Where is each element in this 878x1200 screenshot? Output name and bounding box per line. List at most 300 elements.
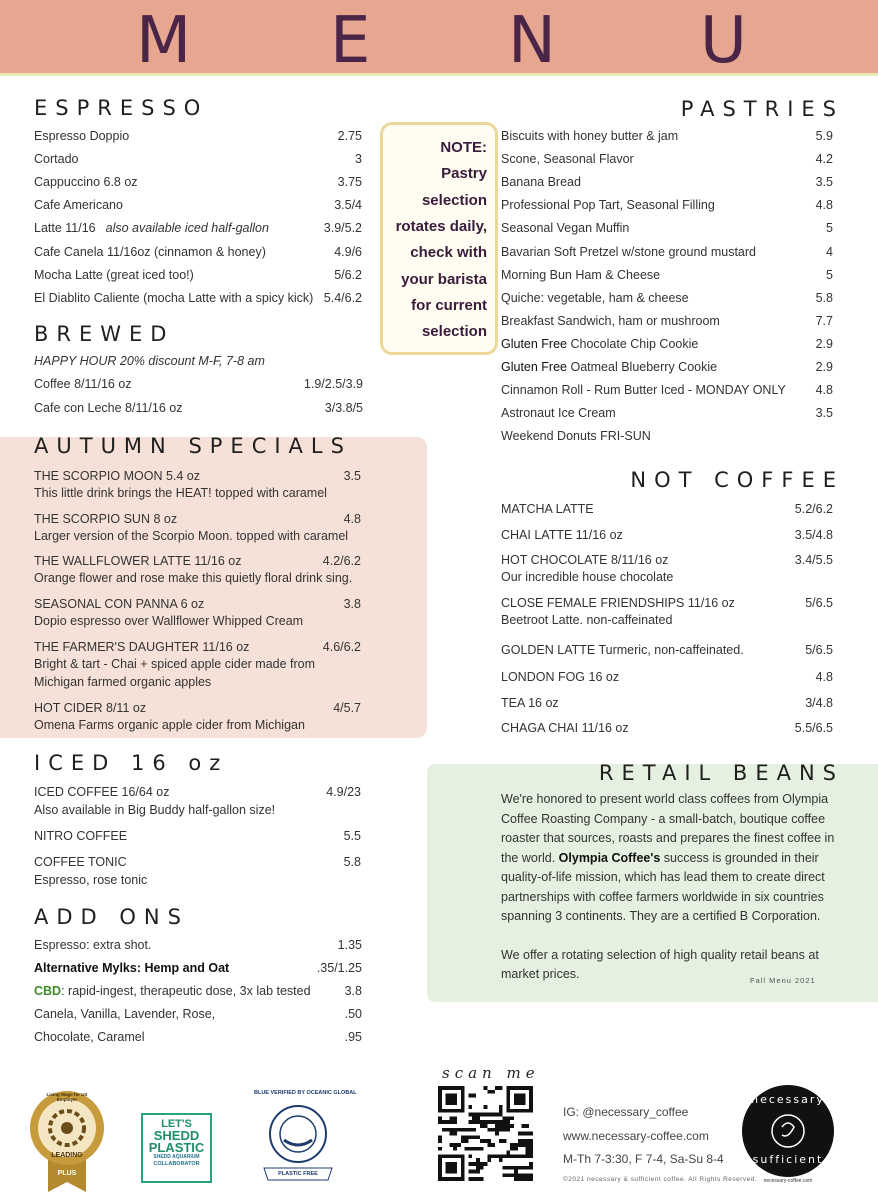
pastry-name: Professional Pop Tart, Seasonal Filling (501, 198, 715, 213)
qr-module (506, 1124, 510, 1128)
qr-module (495, 1132, 499, 1136)
pastry-item (501, 174, 581, 190)
qr-module (499, 1105, 503, 1109)
addon-item (34, 1029, 144, 1045)
qr-module (506, 1120, 510, 1124)
qr-module (468, 1177, 472, 1181)
instagram-handle[interactable]: IG: @necessary_coffee (563, 1105, 689, 1119)
not-coffee-item-name: MATCHA LATTE (501, 502, 594, 516)
qr-module (453, 1120, 457, 1124)
qr-module (491, 1143, 495, 1147)
pastry-price: 4.8 (815, 198, 833, 213)
item-price: 3.75 (337, 175, 362, 190)
pastry-item (501, 290, 689, 306)
pastry-item (501, 313, 720, 329)
brewed-item-name: Coffee 8/11/16 oz (34, 377, 132, 391)
addon-item (34, 937, 151, 953)
item-price: 3.9/5.2 (323, 221, 362, 236)
qr-module (514, 1154, 518, 1158)
pastries-title: PASTRIES (680, 97, 844, 121)
qr-module (518, 1154, 522, 1158)
pastry-item (501, 244, 756, 260)
pastry-name: Biscuits with honey butter & jam (501, 129, 679, 143)
note-line: NOTE: (440, 139, 487, 156)
retail-paragraph-2: We offer a rotating selection of high quality retail beans at market prices. (501, 947, 819, 981)
qr-module (525, 1173, 529, 1177)
note-line: rotates daily, (395, 217, 487, 235)
pastry-name: Cinnamon Roll - Rum Butter Iced - MONDAY ONLY (501, 383, 786, 398)
qr-module (499, 1154, 503, 1158)
qr-module (472, 1177, 476, 1181)
qr-module (487, 1158, 491, 1162)
qr-module (438, 1139, 442, 1143)
not-coffee-item-description: Our incredible house chocolate (501, 570, 674, 584)
pastry-price: 2.9 (815, 360, 833, 374)
qr-module (453, 1147, 457, 1151)
retail-beans-title: RETAIL BEANS (598, 761, 844, 785)
qr-module (506, 1166, 510, 1170)
pastry-item (501, 336, 698, 352)
item-name: Latte 11/16 (34, 221, 96, 236)
qr-module (522, 1132, 526, 1136)
qr-module (510, 1116, 514, 1120)
item-price: 4.9/6 (334, 244, 362, 259)
qr-module (514, 1170, 518, 1174)
item-name: Cappuccino 6.8 oz (34, 175, 138, 190)
not-coffee-item-price: 5/6.5 (805, 643, 833, 657)
qr-module (503, 1124, 507, 1128)
qr-module (465, 1128, 469, 1132)
qr-module (468, 1162, 472, 1166)
qr-module (529, 1132, 533, 1136)
retail-text-a: We're honored to present world class coffees from Olympia Coffee Roasting Company - a small-batch, boutique coffee roaster that sources, roasts and prepares the finest coffee in the world. (501, 792, 835, 865)
qr-module (472, 1116, 476, 1120)
qr-module (472, 1170, 476, 1174)
plastic-free-text: PLASTIC FREE (278, 1171, 318, 1177)
pastry-name: Breakfast Sandwich, ham or mushroom (501, 313, 720, 328)
qr-module (514, 1143, 518, 1147)
pastry-item (501, 382, 786, 398)
qr-module (480, 1113, 484, 1117)
pastry-item (501, 405, 616, 421)
qr-code[interactable] (438, 1086, 533, 1181)
qr-module (480, 1177, 484, 1181)
qr-module (484, 1124, 488, 1128)
qr-module (453, 1143, 457, 1147)
pastry-price: 5 (826, 267, 833, 282)
website-link[interactable]: www.necessary-coffee.com (563, 1129, 709, 1143)
happy-hour-note: HAPPY HOUR 20% discount M-F, 7-8 am (34, 354, 265, 368)
qr-module (495, 1113, 499, 1117)
item-price: 3 (355, 152, 362, 167)
item-price: 2.75 (337, 129, 362, 143)
qr-module (472, 1128, 476, 1132)
qr-module (514, 1177, 518, 1181)
pastry-price: 4.8 (815, 383, 833, 398)
qr-module (472, 1135, 476, 1139)
qr-module (525, 1147, 529, 1151)
qr-module (529, 1147, 533, 1151)
qr-module (491, 1128, 495, 1132)
qr-module (484, 1162, 488, 1166)
addon-price: .50 (344, 1007, 362, 1021)
qr-module (480, 1162, 484, 1166)
qr-module (487, 1128, 491, 1132)
qr-module (499, 1128, 503, 1132)
shedd-aquarium: SHEDD AQUARIUM (153, 1154, 200, 1160)
qr-module (514, 1147, 518, 1151)
iced-item-description: Espresso, rose tonic (34, 873, 148, 887)
qr-module (499, 1113, 503, 1117)
qr-module (476, 1116, 480, 1120)
pastry-price: 5.8 (815, 290, 833, 305)
autumn-item-description: Bright & tart - Chai + spiced apple cider made from (34, 657, 316, 671)
qr-module (529, 1177, 533, 1181)
qr-module (525, 1143, 529, 1147)
note-line: your barista (401, 270, 487, 288)
qr-module (495, 1086, 499, 1090)
qr-module (476, 1170, 480, 1174)
qr-module (484, 1086, 488, 1090)
shedd-lets: LET'S (161, 1118, 192, 1130)
pastry-item (501, 197, 715, 213)
iced-item-name: NITRO COFFEE (34, 829, 128, 843)
header-letter-m: M (136, 4, 192, 78)
qr-module (503, 1128, 507, 1132)
pastry-name: Morning Bun Ham & Cheese (501, 267, 661, 282)
qr-module (442, 1120, 446, 1124)
espresso-item (34, 128, 129, 144)
qr-module (438, 1116, 442, 1120)
autumn-item-price: 3.8 (343, 597, 361, 611)
qr-module (491, 1154, 495, 1158)
header-letter-u: U (700, 4, 747, 78)
qr-module (499, 1139, 503, 1143)
qr-module (499, 1158, 503, 1162)
qr-module (491, 1113, 495, 1117)
iced-item-price: 5.5 (343, 829, 361, 843)
qr-module (468, 1105, 472, 1109)
brewed-item-name: Cafe con Leche 8/11/16 oz (34, 401, 183, 415)
pastry-item (501, 220, 629, 236)
qr-module (506, 1173, 510, 1177)
shedd-collaborator: COLLABORATOR (153, 1161, 200, 1167)
item-name: Cafe Canela 11/16oz (cinnamon & honey) (34, 244, 266, 259)
autumn-item-price: 3.5 (343, 469, 361, 483)
not-coffee-item-name: LONDON FOG 16 oz (501, 670, 620, 684)
pastry-item (501, 428, 651, 444)
qr-module (468, 1170, 472, 1174)
autumn-item-description: Dopio espresso over Wallflower Whipped Cream (34, 614, 304, 628)
autumn-item-name: THE WALLFLOWER LATTE 11/16 oz (34, 554, 242, 568)
qr-module (499, 1120, 503, 1124)
qr-module (484, 1113, 488, 1117)
not-coffee-item-price: 4.8 (815, 670, 833, 684)
not-coffee-item-name: HOT CHOCOLATE 8/11/16 oz (501, 553, 669, 567)
header-letter-n: N (508, 4, 556, 78)
brewed-title: BREWED (34, 322, 175, 346)
item-name: Cortado (34, 152, 79, 167)
qr-module (525, 1166, 529, 1170)
qr-module (510, 1147, 514, 1151)
qr-module (484, 1120, 488, 1124)
qr-module (472, 1120, 476, 1124)
item-price: 3.5/4 (334, 198, 362, 213)
retail-text-b: success is grounded in their quality-of-life mission, which has lead them to create direct partnerships with coffee farmers worldwide in six countries spanning 3 continents. They are a certified B Corporation. (501, 850, 825, 923)
menu-header-band (0, 0, 878, 76)
qr-module (499, 1124, 503, 1128)
note-line: Pastry (441, 165, 487, 183)
item-name: Espresso Doppio (34, 129, 130, 143)
qr-module (468, 1128, 472, 1132)
autumn-item-price: 4/5.7 (333, 701, 361, 715)
qr-module (446, 1094, 457, 1105)
pastry-item (501, 128, 678, 144)
qr-module (487, 1154, 491, 1158)
espresso-item (34, 151, 78, 167)
autumn-item-description: This little drink brings the HEAT! topped with caramel (34, 486, 327, 500)
qr-module (484, 1105, 488, 1109)
qr-module (529, 1173, 533, 1177)
qr-module (453, 1132, 457, 1136)
autumn-specials-title: AUTUMN SPECIALS (34, 434, 352, 458)
badge-leading-text: LEADING (51, 1152, 83, 1159)
pastry-price: 2.9 (815, 336, 833, 351)
pastry-price: 5 (826, 221, 833, 236)
retail-beans-description (501, 790, 836, 985)
addon-name: Chocolate, Caramel (34, 1030, 145, 1044)
not-coffee-item-price: 5.5/6.5 (794, 721, 833, 735)
qr-module (468, 1154, 472, 1158)
not-coffee-item-price: 3.4/5.5 (794, 553, 833, 567)
qr-module (468, 1113, 472, 1117)
iced-item-name: ICED COFFEE 16/64 oz (34, 785, 170, 799)
gluten-free-label: Gluten Free (501, 336, 568, 351)
qr-module (525, 1124, 529, 1128)
qr-module (518, 1143, 522, 1147)
addon-name: Alternative Mylks: Hemp and Oat (34, 961, 230, 975)
iced-item-price: 4.9/23 (326, 785, 361, 799)
qr-module (449, 1143, 453, 1147)
note-line: check with (410, 244, 487, 262)
pastry-name: Astronaut Ice Cream (501, 406, 616, 421)
qr-module (525, 1132, 529, 1136)
qr-module (480, 1120, 484, 1124)
qr-module (529, 1166, 533, 1170)
espresso-item (34, 267, 194, 283)
qr-module (518, 1132, 522, 1136)
qr-module (476, 1162, 480, 1166)
espresso-item (34, 220, 269, 236)
qr-module (525, 1151, 529, 1155)
pastry-price: 3.5 (815, 406, 833, 421)
not-coffee-item-name: GOLDEN LATTE Turmeric, non-caffeinated. (501, 643, 744, 657)
iced-item-description: Also available in Big Buddy half-gallon size! (34, 803, 276, 817)
qr-module (453, 1128, 457, 1132)
espresso-item (34, 197, 123, 213)
qr-module (465, 1147, 469, 1151)
autumn-item-name: THE SCORPIO MOON 5.4 oz (34, 469, 201, 483)
qr-module (525, 1139, 529, 1143)
qr-module (510, 1143, 514, 1147)
not-coffee-item-name: TEA 16 oz (501, 696, 559, 710)
qr-module (495, 1154, 499, 1158)
pastry-price: 4 (826, 244, 833, 259)
qr-module (449, 1128, 453, 1132)
badge-living-wage-text: Living Wage for US Employer (46, 1092, 88, 1102)
qr-module (495, 1124, 499, 1128)
qr-module (522, 1143, 526, 1147)
qr-module (476, 1113, 480, 1117)
not-coffee-title: NOT COFFEE (630, 468, 844, 492)
not-coffee-item-name: CHAGA CHAI 11/16 oz (501, 721, 629, 735)
blue-verified-text: BLUE VERIFIED BY OCEANIC GLOBAL (254, 1090, 357, 1096)
pastry-price: 4.2 (815, 152, 833, 167)
addon-price: 1.35 (337, 938, 362, 952)
logo-sufficient-text: sufficient (752, 1153, 824, 1166)
addon-item (34, 960, 229, 976)
pastry-name: Bavarian Soft Pretzel w/stone ground mustard (501, 244, 756, 259)
qr-module (476, 1166, 480, 1170)
qr-module (529, 1139, 533, 1143)
qr-module (529, 1154, 533, 1158)
qr-module (525, 1177, 529, 1181)
pastry-name: Banana Bread (501, 175, 581, 190)
addon-name: Canela, Vanilla, Lavender, Rose, (34, 1007, 216, 1021)
header-letter-e: E (330, 4, 371, 78)
qr-module (506, 1128, 510, 1132)
qr-module (480, 1139, 484, 1143)
autumn-item-price: 4.6/6.2 (322, 640, 361, 654)
shedd-plastic-badge (141, 1113, 212, 1183)
autumn-item-name: THE SCORPIO SUN 8 oz (34, 512, 178, 526)
qr-module (487, 1120, 491, 1124)
qr-module (503, 1116, 507, 1120)
qr-module (438, 1120, 442, 1124)
iced-item-price: 5.8 (343, 855, 361, 869)
qr-module (514, 1094, 525, 1105)
qr-module (476, 1147, 480, 1151)
qr-module (514, 1166, 518, 1170)
not-coffee-item-price: 3.5/4.8 (794, 528, 833, 542)
retail-paragraph-1 (501, 790, 836, 927)
qr-module (449, 1132, 453, 1136)
qr-module (529, 1162, 533, 1166)
pastry-price: 7.7 (815, 313, 833, 328)
logo-necessary-text: necessary (751, 1093, 825, 1106)
note-line: selection (421, 191, 487, 209)
copyright-text: ©2021 necessary & sufficient coffee. All Rights Reserved. (563, 1176, 758, 1183)
qr-module (499, 1086, 503, 1090)
badge-plus-text: PLUS (57, 1170, 77, 1177)
qr-module (476, 1177, 480, 1181)
item-price: 5/6.2 (334, 267, 362, 282)
qr-module (495, 1120, 499, 1124)
opening-hours: M-Th 7-3:30, F 7-4, Sa-Su 8-4 (563, 1152, 724, 1166)
item-name: Mocha Latte (great iced too!) (34, 267, 194, 282)
note-line: selection (421, 323, 487, 341)
not-coffee-item-price: 5/6.5 (805, 596, 833, 610)
pastry-name: Scone, Seasonal Flavor (501, 152, 634, 167)
qr-module (487, 1113, 491, 1117)
gluten-free-label: Gluten Free (501, 360, 568, 374)
qr-module (468, 1094, 472, 1098)
qr-module (506, 1154, 510, 1158)
olympia-coffee-bold: Olympia Coffee's (558, 850, 661, 865)
qr-module (499, 1109, 503, 1113)
qr-module (525, 1154, 529, 1158)
qr-module (446, 1120, 450, 1124)
pastry-name: Chocolate Chip Cookie (567, 336, 699, 351)
qr-module (510, 1166, 514, 1170)
qr-module (503, 1166, 507, 1170)
qr-module (476, 1120, 480, 1124)
pastry-note-box (380, 122, 498, 355)
autumn-item-description: Omena Farms organic apple cider from Michigan (34, 718, 305, 732)
qr-module (446, 1128, 450, 1132)
qr-module (514, 1173, 518, 1177)
qr-module (522, 1173, 526, 1177)
addon-name: Espresso: extra shot. (34, 938, 152, 952)
qr-module (472, 1094, 476, 1098)
qr-module (468, 1147, 472, 1151)
qr-module (503, 1154, 507, 1158)
qr-module (449, 1120, 453, 1124)
addon-price: 3.8 (344, 984, 362, 998)
pastry-name: Quiche: vegetable, ham & cheese (501, 290, 689, 305)
addon-item (34, 1006, 215, 1022)
iced-title: ICED 16 oz (34, 751, 229, 775)
autumn-item-description: Larger version of the Scorpio Moon. topped with caramel (34, 529, 349, 543)
autumn-item-name: THE FARMER'S DAUGHTER 11/16 oz (34, 640, 250, 654)
brewed-item-price: 3/3.8/5 (324, 401, 363, 415)
addon-price: .95 (344, 1030, 362, 1044)
qr-module (518, 1173, 522, 1177)
qr-module (503, 1120, 507, 1124)
qr-module (461, 1135, 465, 1139)
addon-price: .35/1.25 (316, 961, 362, 975)
qr-module (510, 1154, 514, 1158)
qr-module (438, 1147, 442, 1151)
qr-module (480, 1166, 484, 1170)
qr-module (465, 1139, 469, 1143)
qr-module (506, 1151, 510, 1155)
shedd-plastic-word: PLASTIC (148, 1140, 205, 1155)
qr-module (446, 1162, 457, 1173)
qr-module (518, 1166, 522, 1170)
pastry-item (501, 151, 634, 167)
pastry-item (501, 359, 717, 375)
necessary-sufficient-logo (740, 1083, 836, 1187)
not-coffee-item-price: 5.2/6.2 (794, 502, 833, 516)
pastry-name: Seasonal Vegan Muffin (501, 221, 630, 236)
qr-module (461, 1139, 465, 1143)
qr-module (503, 1139, 507, 1143)
qr-module (522, 1124, 526, 1128)
blue-verified-badge-icon (254, 1090, 357, 1186)
qr-module (529, 1143, 533, 1147)
qr-module (476, 1135, 480, 1139)
qr-module (449, 1116, 453, 1120)
autumn-item-price: 4.2/6.2 (322, 554, 361, 568)
brewed-item-price: 1.9/2.5/3.9 (303, 377, 363, 391)
qr-module (522, 1177, 526, 1181)
qr-module (518, 1177, 522, 1181)
item-note: also available iced half-gallon (105, 221, 269, 236)
living-wage-badge-icon (28, 1088, 106, 1194)
cbd-label: CBD (34, 984, 62, 998)
item-name: El Diablito Caliente (mocha Latte with a spicy kick) (34, 290, 314, 305)
